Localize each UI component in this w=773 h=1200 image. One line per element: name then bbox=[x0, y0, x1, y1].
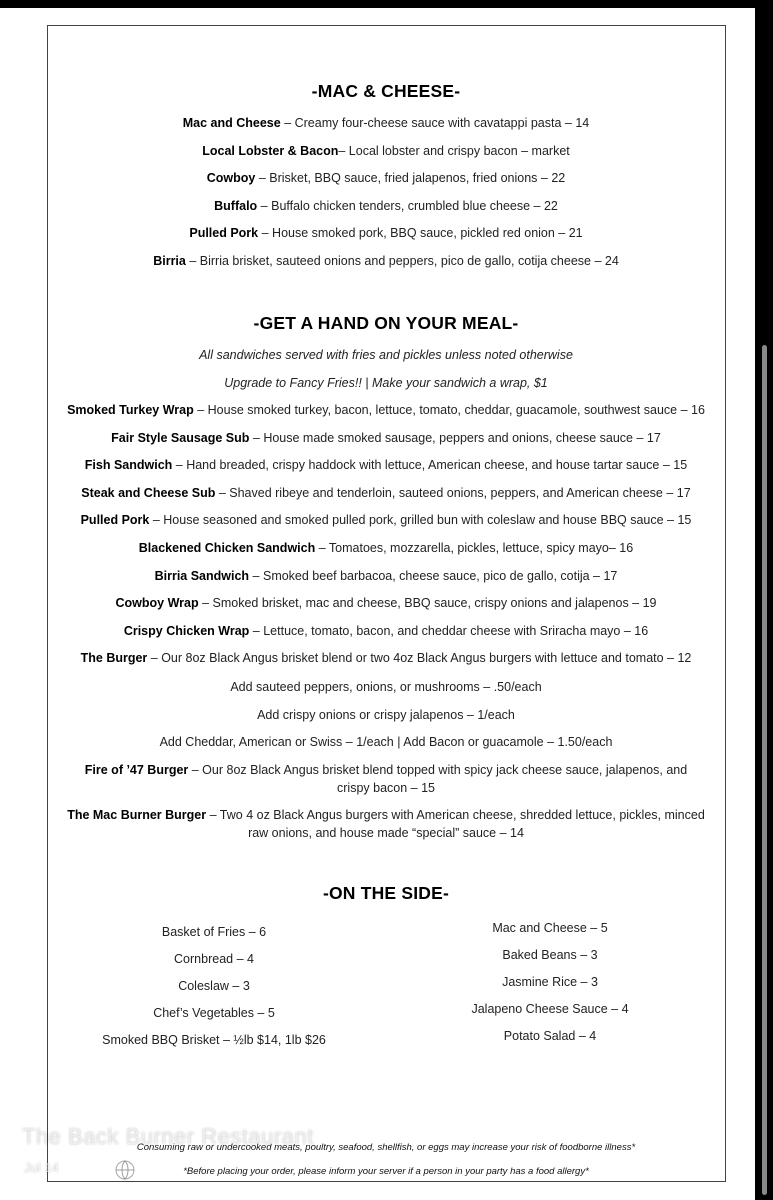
side-item: Potato Salad – 4 bbox=[503, 1029, 597, 1043]
item-desc: – Shaved ribeye and tenderloin, sauteed onions, peppers, and American cheese – 17 bbox=[215, 485, 691, 500]
item-desc: – House seasoned and smoked pulled pork, grilled bun with coleslaw and house BBQ sauce – 15 bbox=[149, 513, 692, 528]
item-name: Birria Sandwich bbox=[154, 568, 250, 583]
section-heading-sides: -ON THE SIDE- bbox=[322, 883, 450, 903]
menu-item bbox=[55, 594, 717, 612]
item-desc: – Lettuce, tomato, bacon, and cheddar cheese with Sriracha mayo – 16 bbox=[249, 623, 649, 638]
item-desc: – Two 4 oz Black Angus burgers with American cheese, shredded lettuce, pickles, minced bbox=[206, 808, 705, 822]
menu-item-mac-burner bbox=[55, 806, 717, 824]
side-item: Smoked BBQ Brisket – ½lb $14, 1lb $26 bbox=[102, 1033, 326, 1047]
side-item: Cornbread – 4 bbox=[174, 952, 254, 966]
menu-item bbox=[55, 224, 717, 242]
allergy-notice: *Before placing your order, please inform your server if a person in your party has a food allergy* bbox=[183, 1166, 589, 1177]
addon-line: Add crispy onions or crispy jalapenos – 1/each bbox=[257, 707, 515, 722]
sandwich-note: All sandwiches served with fries and pickles unless noted otherwise bbox=[199, 348, 573, 362]
item-desc: – Hand breaded, crispy haddock with lettuce, American cheese, and house tartar sauce – 15 bbox=[172, 458, 688, 473]
item-desc: – Smoked beef barbacoa, cheese sauce, pico de gallo, cotija – 17 bbox=[249, 568, 618, 583]
foodborne-warning: Consuming raw or undercooked meats, poultry, seafood, shellfish, or eggs may increase your risk of foodborne illness* bbox=[136, 1142, 636, 1153]
item-desc: – Local lobster and crispy bacon – market bbox=[338, 143, 570, 158]
item-name: Pulled Pork bbox=[189, 226, 259, 241]
item-desc: – Smoked brisket, mac and cheese, BBQ sauce, crispy onions and jalapenos – 19 bbox=[198, 596, 657, 611]
item-name: Cowboy bbox=[206, 171, 256, 186]
menu-item bbox=[55, 429, 717, 447]
menu-item-mac-burner-cont: raw onions, and house made “special” sauce – 14 bbox=[248, 826, 524, 840]
item-name: Blackened Chicken Sandwich bbox=[138, 541, 316, 555]
watermark-date: Jul 14 bbox=[24, 1160, 59, 1175]
item-name: Birria bbox=[153, 254, 186, 268]
menu-item bbox=[55, 539, 717, 557]
globe-icon bbox=[115, 1160, 135, 1180]
item-name: Mac and Cheese bbox=[182, 116, 281, 130]
item-desc: – House smoked turkey, bacon, lettuce, tomato, cheddar, guacamole, southwest sauce – 16 bbox=[193, 403, 705, 417]
menu-item bbox=[55, 252, 717, 270]
menu-item-fire-burger bbox=[55, 761, 717, 779]
item-name: Fish Sandwich bbox=[84, 458, 173, 473]
side-item: Baked Beans – 3 bbox=[502, 948, 598, 962]
menu-item bbox=[55, 197, 717, 215]
item-desc: – Our 8oz Black Angus brisket blend topped with spicy jack cheese sauce, jalapenos, and bbox=[188, 763, 688, 777]
menu-item bbox=[55, 142, 717, 160]
upgrade-note: Upgrade to Fancy Fries!! | Make your sandwich a wrap, $1 bbox=[224, 376, 548, 390]
side-item: Jalapeno Cheese Sauce – 4 bbox=[471, 1002, 629, 1016]
menu-item bbox=[55, 511, 717, 529]
side-item: Jasmine Rice – 3 bbox=[502, 975, 598, 989]
item-desc: – Buffalo chicken tenders, crumbled blue cheese – 22 bbox=[257, 198, 558, 213]
menu-item bbox=[55, 622, 717, 640]
item-name: The Mac Burner Burger bbox=[67, 808, 207, 822]
item-name: Steak and Cheese Sub bbox=[81, 485, 216, 500]
item-desc: – Tomatoes, mozzarella, pickles, lettuce, spicy mayo– 16 bbox=[315, 541, 634, 555]
addon-line: Add sauteed peppers, onions, or mushrooms – .50/each bbox=[230, 680, 542, 694]
scrollbar[interactable] bbox=[762, 345, 767, 1195]
side-item: Mac and Cheese – 5 bbox=[492, 921, 608, 935]
item-desc: – Birria brisket, sauteed onions and peppers, pico de gallo, cotija cheese – 24 bbox=[185, 254, 619, 268]
item-name: Pulled Pork bbox=[80, 513, 150, 528]
menu-item bbox=[55, 649, 717, 667]
item-desc: – Brisket, BBQ sauce, fried jalapenos, fried onions – 22 bbox=[255, 171, 566, 186]
menu-item bbox=[55, 484, 717, 502]
item-name: Crispy Chicken Wrap bbox=[123, 623, 250, 638]
menu-item bbox=[55, 567, 717, 585]
item-name: Smoked Turkey Wrap bbox=[67, 403, 194, 417]
item-name: The Burger bbox=[80, 651, 148, 666]
item-desc: – House smoked pork, BBQ sauce, pickled red onion – 21 bbox=[258, 226, 583, 241]
item-name: Local Lobster & Bacon bbox=[202, 143, 339, 158]
menu-item-fire-burger-cont: crispy bacon – 15 bbox=[337, 781, 435, 795]
section-heading-mac: -MAC & CHEESE- bbox=[311, 81, 461, 101]
menu-item bbox=[55, 456, 717, 474]
menu-item bbox=[55, 114, 717, 132]
addon-line: Add Cheddar, American or Swiss – 1/each | Add Bacon or guacamole – 1.50/each bbox=[159, 735, 613, 750]
side-item: Basket of Fries – 6 bbox=[161, 925, 267, 939]
item-name: Cowboy Wrap bbox=[115, 596, 199, 611]
item-desc: – House made smoked sausage, peppers and onions, cheese sauce – 17 bbox=[249, 430, 661, 445]
item-desc: – Creamy four-cheese sauce with cavatappi pasta – 14 bbox=[280, 116, 590, 130]
item-name: Fire of ’47 Burger bbox=[84, 763, 189, 777]
watermark-restaurant-name: The Back Burner Restaurant bbox=[22, 1124, 314, 1149]
item-name: Buffalo bbox=[214, 198, 258, 213]
item-desc: – Our 8oz Black Angus brisket blend or two 4oz Black Angus burgers with lettuce and tomato – 12 bbox=[147, 651, 692, 666]
menu-item bbox=[55, 401, 717, 419]
menu-item bbox=[55, 169, 717, 187]
side-item: Chef’s Vegetables – 5 bbox=[153, 1006, 275, 1020]
item-name: Fair Style Sausage Sub bbox=[111, 430, 250, 445]
side-item: Coleslaw – 3 bbox=[178, 979, 250, 993]
section-heading-sandwiches: -GET A HAND ON YOUR MEAL- bbox=[253, 313, 519, 333]
